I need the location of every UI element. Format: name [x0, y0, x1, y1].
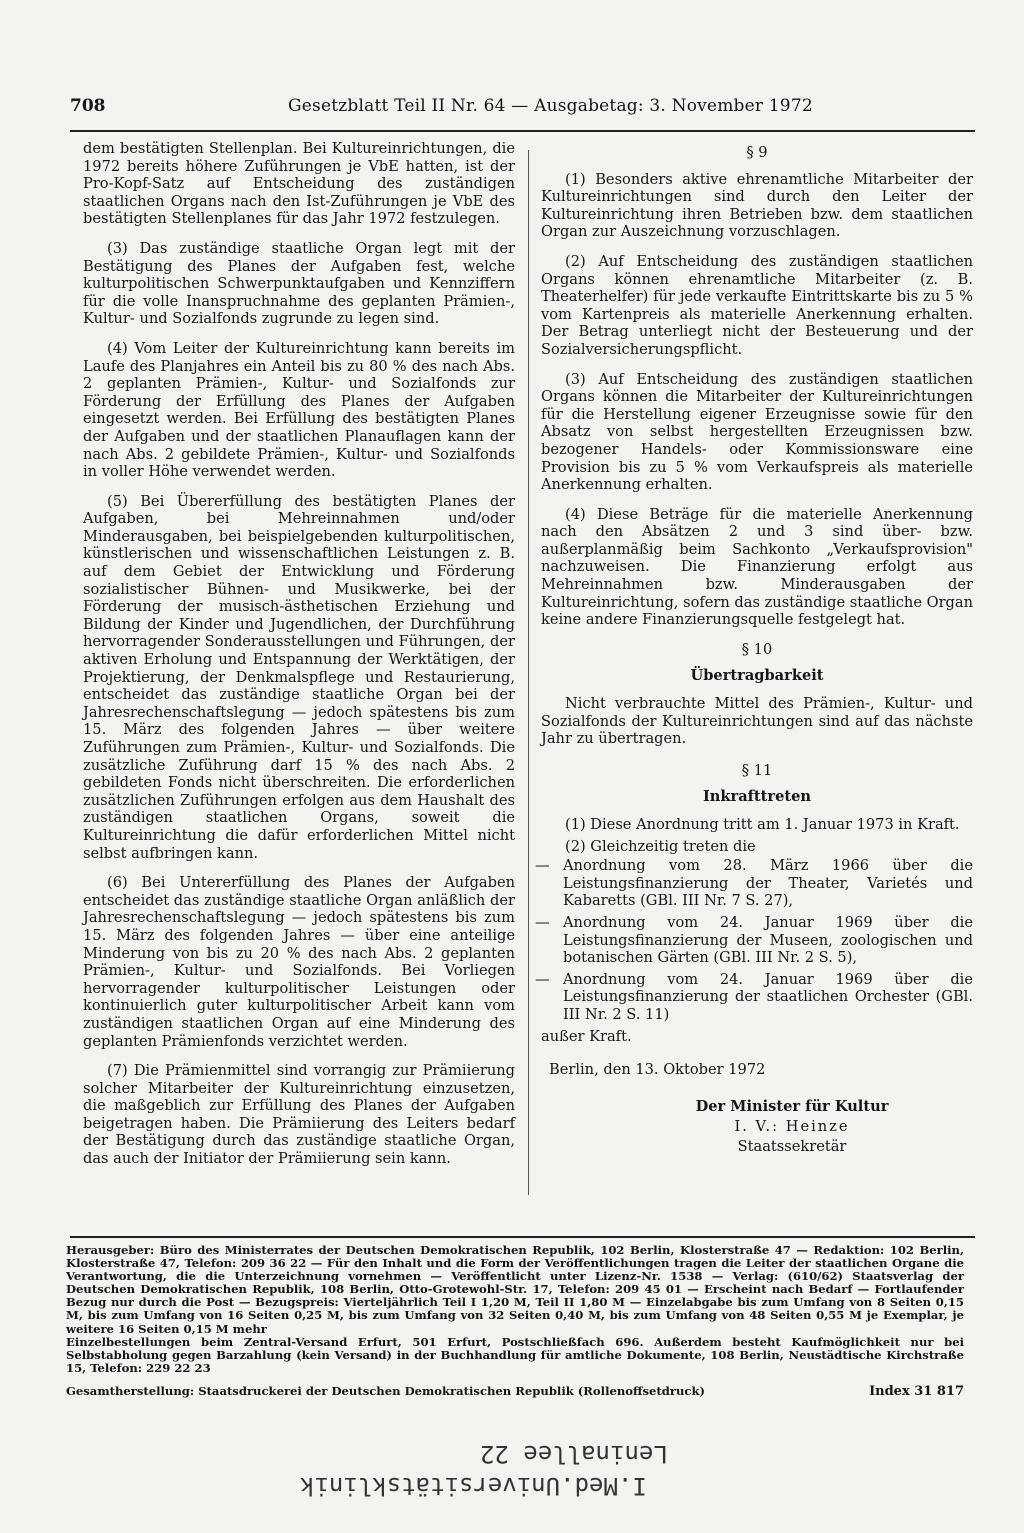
section-11-paragraph-1: (1) Diese Anordnung tritt am 1. Januar 1973 in Kraft.	[565, 816, 960, 833]
library-stamp-name: I.Med.Universitätsklinik	[300, 1472, 647, 1500]
header-rule	[70, 130, 975, 132]
dash-marker: —	[535, 970, 550, 988]
signature-block	[611, 1097, 973, 1157]
dash-marker: —	[535, 913, 550, 931]
left-paragraph: dem bestätigten Stellenplan. Bei Kultureinrichtungen, die 1972 bereits höhere Zuführungen je VbE hatten, ist der Pro-Kopf-Satz auf Entscheidung des zuständigen staatlichen Organs nach den Ist-Zuführungen je VbE des bestätigten Stellenplanes für das Jahr 1972 festzulegen.	[83, 140, 515, 228]
column-divider	[528, 150, 529, 1195]
signatory-title: Der Minister für Kultur	[695, 1097, 889, 1115]
footer-rule	[70, 1236, 975, 1238]
list-item-text: Anordnung vom 24. Januar 1969 über die Leistungsfinanzierung der Museen, zoologischen und botanischen Gärten (GBl. III Nr. 2 S. 5),	[563, 913, 973, 967]
left-column	[83, 140, 515, 1180]
list-item-text: Anordnung vom 28. März 1966 über die Leistungsfinanzierung der Theater, Varietés und Kabaretts (GBl. III Nr. 7 S. 27),	[563, 857, 973, 910]
left-paragraph: (6) Bei Untererfüllung des Planes der Aufgaben entscheidet das zuständige staatliche Organ anläßlich der Jahresrechenschaftslegung — jedoch spätestens bis zum 15. März des folgenden Jahres — über eine anteilige Minderung von bis zu 20 % des nach Abs. 2 geplanten Prämien-, Kultur- und Sozialfonds. Bei Vorliegen hervorragender kulturpolitischer Leistungen oder kontinuierlich guter kulturpolitischer Arbeit kann vom zuständigen staatlichen Organ auf eine Minderung des geplanten Prämienfonds verzichtet werden.	[83, 874, 515, 1050]
list-item-text: Anordnung vom 24. Januar 1969 über die Leistungsfinanzierung der staatlichen Orchester (GBl. III Nr. 2 S. 11)	[563, 970, 973, 1023]
section-11-paragraph-2: (2) Gleichzeitig treten die	[565, 837, 756, 855]
section-10-title: Übertragbarkeit	[690, 667, 824, 685]
signatory-role: Staatssekretär	[737, 1137, 847, 1155]
section-9-paragraph: (1) Besonders aktive ehrenamtliche Mitarbeiter der Kultureinrichtungen sind durch den Leiter der Kultureinrichtung ihren Betrieben bzw. dem staatlichen Organ zur Auszeichnung vorzuschlagen.	[541, 170, 973, 241]
right-column	[535, 140, 973, 1157]
imprint-footer	[66, 1384, 964, 1398]
section-10-paragraph: Nicht verbrauchte Mittel des Prämien-, Kultur- und Sozialfonds der Kultureinrichtungen sind auf das nächste Jahr zu übertragen.	[541, 695, 973, 748]
section-10-number: § 10	[741, 640, 773, 658]
left-paragraph: (7) Die Prämienmittel sind vorrangig zur Prämiierung solcher Mitarbeiter der Kultureinrichtung einzusetzen, die maßgeblich zur Erfüllung des Planes der Aufgaben beigetragen haben. Die Prämiierung des Leiters bedarf der Bestätigung durch das zuständige staatliche Organ, das auch der Initiator der Prämiierung sein kann.	[83, 1062, 515, 1168]
section-9-number: § 9	[746, 144, 768, 161]
left-paragraph: (5) Bei Übererfüllung des bestätigten Planes der Aufgaben, bei Mehreinnahmen und/oder Minderausgaben, bei beispielgebenden kulturpolitischen, künstlerischen und wissenschaftlichen Leistungen z. B. auf dem Gebiet der Entwicklung und Förderung sozialistischer Bühnen- und Musikwerke, bei der Förderung der musisch-ästhetischen Erziehung und Bildung der Kinder und Jugendlichen, der Durchführung hervorragender Sonderausstellungen und Führungen, der aktiven Erholung und Entspannung der Werktätigen, der Projektierung, der Denkmalspflege und Restaurierung, entscheidet das zuständige staatliche Organ bei der Jahresrechenschaftslegung — jedoch spätestens bis zum 15. März des folgenden Jahres — über weitere Zuführungen zum Prämien-, Kultur- und Sozialfonds. Die zusätzliche Zuführung darf 15 % des nach Abs. 2 gebildeten Fonds nicht überschreiten. Die erforderlichen zusätzlichen Zuführungen erfolgen aus dem Haushalt des zuständigen staatlichen Organs, soweit die Kultureinrichtung die dafür erforderlichen Mittel nicht selbst aufbringen kann.	[83, 492, 515, 862]
library-stamps	[300, 1440, 840, 1530]
section-11-title: Inkrafttreten	[702, 788, 812, 806]
imprint	[66, 1244, 964, 1375]
imprint-paragraph: Herausgeber: Büro des Ministerrates der Deutschen Demokratischen Republik, 102 Berlin, Klosterstraße 47 — Redaktion: 102 Berlin, Klosterstraße 47, Telefon: 209 36 22 — Für den Inhalt und die Form der Veröffentlichungen tragen die Leiter der staatlichen Organe die Verantwortung, die die Unterzeichnung vornehmen — Veröffentlicht unter Lizenz-Nr. 1538 — Verlag: (610/62) Staatsverlag der Deutschen Demokratischen Republik, 108 Berlin, Otto-Grotewohl-Str. 17, Telefon: 209 45 01 — Erscheint nach Bedarf — Fortlaufender Bezug nur durch die Post — Bezugspreis: Vierteljährlich Teil I 1,20 M, Teil II 1,80 M — Einzelabgabe bis zum Umfang von 8 Seiten 0,15 M, bis zum Umfang von 16 Seiten 0,25 M, bis zum Umfang von 32 Seiten 0,40 M, bis zum Umfang von 48 Seiten 0,55 M je Exemplar, je weitere 16 Seiten 0,15 M mehr	[66, 1243, 964, 1336]
list-item	[535, 857, 973, 910]
repealed-orders-list	[535, 857, 973, 1023]
list-item	[535, 913, 973, 967]
signatory-name: I. V.: Heinze	[734, 1117, 850, 1135]
place-date: Berlin, den 13. Oktober 1972	[549, 1061, 766, 1079]
imprint-paragraph: Einzelbestellungen beim Zentral-Versand Erfurt, 501 Erfurt, Postschließfach 696. Außerdem besteht Kaufmöglichkeit nur bei Selbstabholung gegen Barzahlung (kein Versand) in der Buchhandlung für amtliche Dokumente, 108 Berlin, Neustädtische Kirchstraße 15, Telefon: 229 22 23	[66, 1334, 964, 1375]
section-11-closing: außer Kraft.	[541, 1027, 632, 1045]
page-number: 708	[70, 96, 106, 116]
list-item	[535, 970, 973, 1024]
dash-marker: —	[535, 857, 550, 875]
section-9-paragraph: (4) Diese Beträge für die materielle Anerkennung nach den Absätzen 2 und 3 sind über- bzw. außerplanmäßig beim Sachkonto „Verkaufsprovision" nachzuweisen. Die Finanzierung erfolgt aus Mehreinnahmen bzw. Minderausgaben der Kultureinrichtung, sofern das zuständige staatliche Organ keine andere Finanzierungsquelle festgelegt hat.	[541, 505, 973, 629]
section-9-paragraph: (2) Auf Entscheidung des zuständigen staatlichen Organs können ehrenamtliche Mitarbeiter (z. B. Theaterhelfer) für jede verkaufte Eintrittskarte bis zu 5 % vom Kartenpreis als materielle Anerkennung erhalten. Der Betrag unterliegt nicht der Besteuerung und der Sozialversicherungspflicht.	[541, 252, 973, 358]
section-11-number: § 11	[741, 761, 773, 779]
left-paragraph: (3) Das zuständige staatliche Organ legt mit der Bestätigung des Planes der Aufgaben fest, welche kulturpolitischen Schwerpunktaufgaben und Kennziffern für die volle Inanspruchnahme des geplanten Prämien-, Kultur- und Sozialfonds zugrunde zu legen sind.	[83, 239, 515, 328]
running-title: Gesetzblatt Teil II Nr. 64 — Ausgabetag: 3. November 1972	[288, 96, 813, 116]
index-number: Index 31 817	[869, 1384, 964, 1399]
library-stamp-address: Leninallee 22	[480, 1440, 668, 1468]
section-9-paragraph: (3) Auf Entscheidung des zuständigen staatlichen Organs können die Mitarbeiter der Kultureinrichtungen für die Herstellung eigener Erzeugnisse sowie für den Absatz von selbst hergestellten Erzeugnissen bzw. bezogener Handels- oder Kommissionsware eine Provision bis zu 5 % vom Verkaufspreis als materielle Anerkennung erhalten.	[541, 370, 973, 494]
page-header	[70, 96, 975, 130]
left-paragraph: (4) Vom Leiter der Kultureinrichtung kann bereits im Laufe des Planjahres ein Anteil bis zu 80 % des nach Abs. 2 geplanten Prämien-, Kultur- und Sozialfonds zur Förderung der Erfüllung des Planes der Aufgaben eingesetzt werden. Bei Erfüllung des bestätigten Planes der Aufgaben und der staatlichen Planauflagen kann der nach Abs. 2 gebildete Prämien-, Kultur- und Sozialfonds in voller Höhe verwendet werden.	[83, 339, 515, 481]
printer-line: Gesamtherstellung: Staatsdruckerei der Deutschen Demokratischen Republik (Rollenoffsetdruck)	[66, 1384, 706, 1398]
